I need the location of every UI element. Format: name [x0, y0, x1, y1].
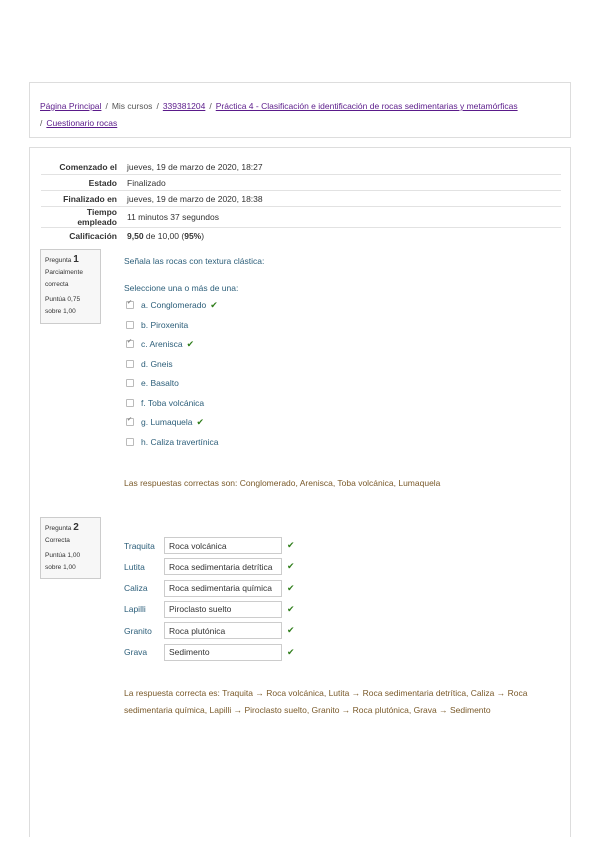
- match-answer-select[interactable]: Roca sedimentaria detrítica: [164, 558, 282, 575]
- option-label: d. Gneis: [141, 358, 173, 369]
- match-answer-select[interactable]: Sedimento: [164, 644, 282, 661]
- question-2-number: 2: [73, 522, 79, 533]
- question-2-info: [40, 517, 101, 579]
- question-1-prompt: Seleccione una o más de una:: [124, 283, 239, 293]
- correct-check-icon: ✔: [287, 540, 295, 550]
- question-1-score-line1: Puntúa 0,75: [45, 296, 81, 303]
- option-label: h. Caliza travertínica: [141, 436, 219, 447]
- match-answer-select[interactable]: Piroclasto suelto: [164, 601, 282, 618]
- question-1-title: Pregunta: [45, 257, 72, 264]
- option-checkbox[interactable]: [126, 340, 134, 348]
- summary-row-started: [41, 159, 561, 175]
- option-label: g. Lumaquela: [141, 417, 193, 427]
- breadcrumb-my-courses: Mis cursos: [111, 101, 153, 111]
- question-1-status: [45, 267, 96, 291]
- question-1-option[interactable]: [126, 415, 204, 429]
- summary-row-finished: [41, 191, 561, 207]
- summary-row-time: [41, 207, 561, 228]
- option-label: f. Toba volcánica: [141, 397, 205, 408]
- question-1-option[interactable]: [126, 298, 218, 312]
- option-label: b. Piroxenita: [141, 319, 189, 330]
- option-label: a. Conglomerado: [141, 300, 207, 310]
- summary-row-state: [41, 175, 561, 191]
- match-answer-select[interactable]: Roca plutónica: [164, 622, 282, 639]
- question-2-match-row: [124, 621, 295, 640]
- question-1-number: 1: [73, 254, 79, 265]
- correct-check-icon: ✔: [287, 582, 295, 593]
- option-checkbox[interactable]: [126, 301, 134, 309]
- question-2-match-row: [124, 579, 295, 598]
- breadcrumb-panel: [29, 82, 571, 138]
- question-2-score-line2: sobre 1,00: [45, 564, 76, 571]
- question-1-option[interactable]: [126, 337, 194, 351]
- breadcrumb-course-link[interactable]: 339381204: [162, 101, 206, 111]
- breadcrumb: Página Principal / Mis cursos / 339381204 / Práctica 4 - Clasificación e identificación de rocas sedimentarias y metamórficas / Cuestionario rocas: [40, 101, 518, 128]
- question-1-text: Señala las rocas con textura clástica:: [124, 256, 265, 266]
- question-2-title: Pregunta: [45, 525, 72, 532]
- option-checkbox[interactable]: [126, 379, 134, 387]
- grade-value: 9,50 de 10,00 (95%): [122, 228, 561, 244]
- time-value: 11 minutos 37 segundos: [122, 207, 561, 228]
- match-term: Traquita: [124, 540, 155, 551]
- question-2-match-row: [124, 643, 295, 662]
- question-2-score-line1: Puntúa 1,00: [45, 552, 81, 559]
- finished-label: Finalizado en: [41, 191, 122, 207]
- grade-score: 9,50: [127, 230, 144, 241]
- question-1-feedback: Las respuestas correctas son: Conglomerado, Arenisca, Toba volcánica, Lumaquela: [124, 478, 441, 488]
- correct-check-icon: ✔: [196, 416, 205, 427]
- question-1-status-line2: correcta: [45, 281, 69, 288]
- grade-of: de 10,00: [145, 230, 180, 241]
- breadcrumb-home-link[interactable]: Página Principal: [40, 101, 102, 111]
- match-answer-select[interactable]: Roca volcánica: [164, 537, 282, 554]
- summary-row-grade: [41, 228, 561, 244]
- correct-check-icon: ✔: [186, 338, 195, 349]
- breadcrumb-section-link[interactable]: Práctica 4 - Clasificación e identificación de rocas sedimentarias y metamórficas: [215, 101, 518, 111]
- started-value: jueves, 19 de marzo de 2020, 18:27: [127, 161, 263, 172]
- option-label: e. Basalto: [141, 378, 179, 388]
- time-label: Tiempo empleado: [41, 207, 122, 228]
- match-term: Lutita: [124, 561, 145, 572]
- question-1-score: [45, 294, 96, 318]
- option-checkbox[interactable]: [126, 321, 134, 329]
- option-label: c. Arenisca: [141, 339, 183, 349]
- quiz-review-panel: [29, 147, 571, 837]
- correct-check-icon: ✔: [287, 625, 295, 636]
- option-checkbox[interactable]: [126, 418, 134, 426]
- question-2-feedback: La respuesta correcta es: Traquita → Roca volcánica, Lutita → Roca sedimentaria detrítica, Caliza → Roca sedimentaria química, Lapilli → Piroclasto suelto, Granito → Roca plutónica, Grava → Sedimento: [124, 688, 528, 715]
- correct-check-icon: ✔: [210, 299, 218, 310]
- match-term: Lapilli: [124, 604, 146, 615]
- question-1-option[interactable]: [126, 318, 188, 332]
- question-2-match-row: [124, 536, 295, 555]
- question-1-status-line1: Parcialmente: [45, 269, 83, 276]
- correct-check-icon: ✔: [287, 603, 295, 614]
- question-2-status: Correcta: [45, 537, 70, 544]
- grade-percent: 95%: [184, 230, 202, 241]
- match-term: Caliza: [124, 583, 148, 594]
- breadcrumb-quiz-link[interactable]: Cuestionario rocas: [46, 118, 118, 128]
- match-answer-select[interactable]: Roca sedimentaria química: [164, 580, 282, 597]
- state-label: Estado: [41, 175, 122, 191]
- question-1-info: [40, 249, 101, 324]
- question-2-score: [45, 550, 96, 574]
- option-checkbox[interactable]: [126, 360, 134, 368]
- correct-check-icon: ✔: [287, 646, 295, 657]
- question-1-score-line2: sobre 1,00: [45, 308, 76, 315]
- question-1-option[interactable]: [126, 435, 218, 449]
- state-value: Finalizado: [122, 175, 561, 191]
- match-term: Grava: [124, 647, 148, 657]
- question-2-match-row: [124, 600, 295, 619]
- finished-value: jueves, 19 de marzo de 2020, 18:38: [122, 191, 561, 207]
- attempt-summary-table: [41, 159, 561, 243]
- question-2-match-row: [124, 557, 295, 576]
- question-1-option[interactable]: [126, 376, 179, 390]
- correct-check-icon: ✔: [287, 561, 295, 572]
- option-checkbox[interactable]: [126, 438, 134, 446]
- option-checkbox[interactable]: [126, 399, 134, 407]
- match-term: Granito: [124, 625, 152, 636]
- started-label: Comenzado el: [59, 161, 117, 172]
- question-1-option[interactable]: [126, 396, 204, 410]
- question-1-option[interactable]: [126, 357, 173, 371]
- grade-label: Calificación: [41, 228, 122, 244]
